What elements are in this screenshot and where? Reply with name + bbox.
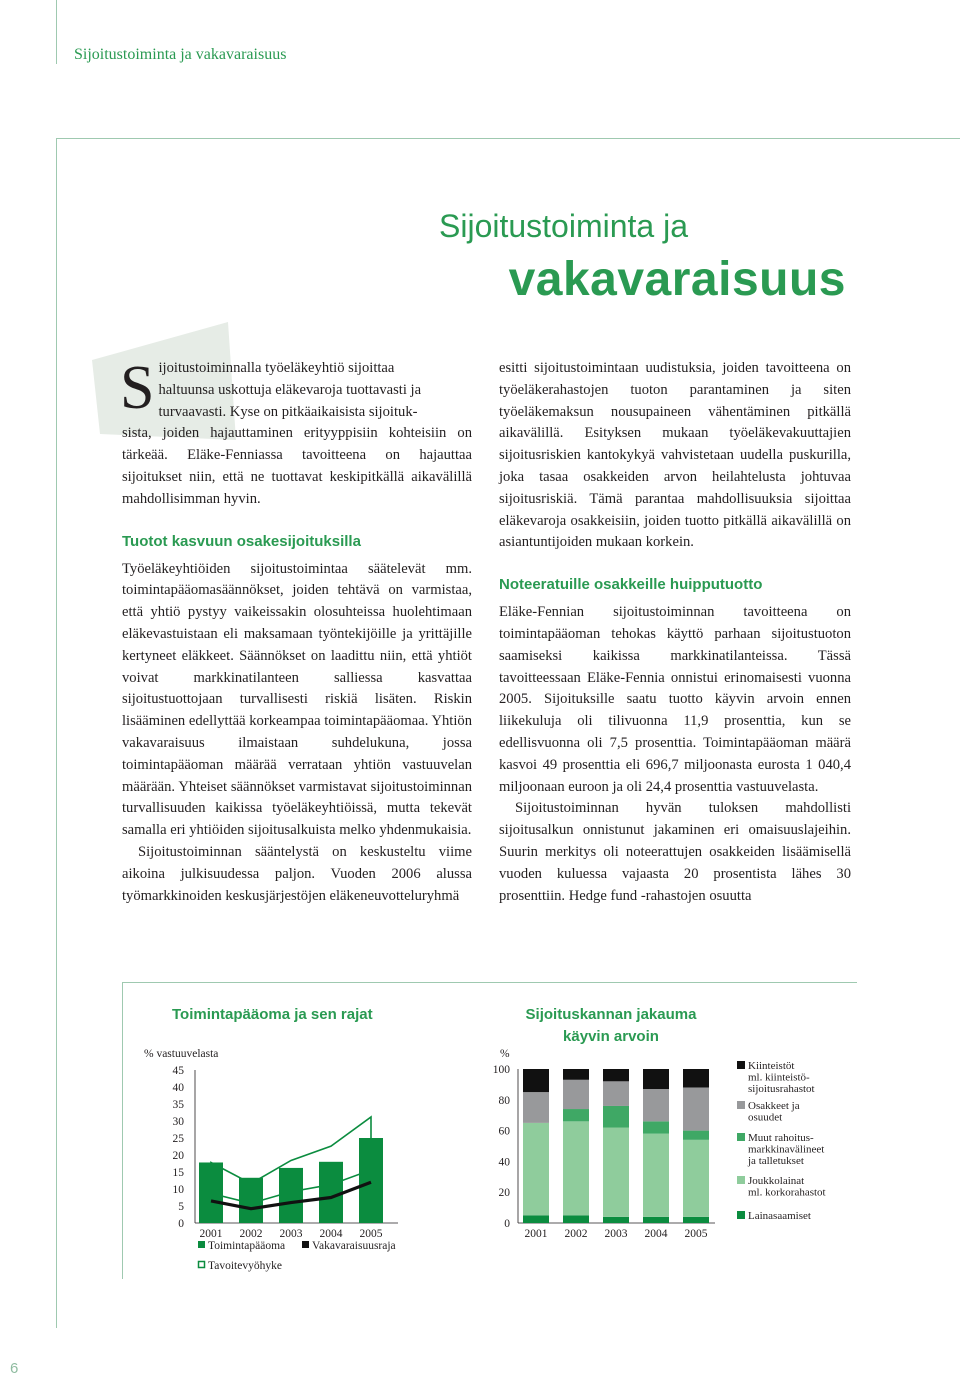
chart2-ytick-label: 20 xyxy=(498,1187,510,1200)
capital-bar xyxy=(319,1162,343,1223)
legend-label-capital: Toimintapääoma xyxy=(208,1240,286,1252)
chart1-xtick-label: 2001 xyxy=(199,1228,223,1240)
allocation-segment xyxy=(563,1109,589,1121)
left-column xyxy=(120,354,472,907)
intro-line-1: ijoitustoiminnalla työeläkeyhtiö sijoittaa xyxy=(158,360,395,376)
chart2-xtick-label: 2001 xyxy=(524,1228,548,1240)
chart2-xtick-label: 2003 xyxy=(604,1228,628,1240)
allocation-segment xyxy=(683,1069,709,1087)
chart1-ylabel: % vastuuvelasta xyxy=(144,1048,219,1060)
body-paragraph: esitti sijoitustoimintaan uudistuksia, joiden tavoitteena on työeläkerahastojen tuoton parantaminen ja siten työeläkemaksun nousupaineen vähentäminen pitkällä aikavälillä. Esityksen mukaan työeläkevakuuttajien sijoitusriskien kantokykyä vahvistetaan uudella puskurilla, joka tasaa osakkeiden arvon heilahtelusta johtuvaa sijoitusriskiä. Tämä parantaa mahdollisuuksia sijoittaa eläkevaroja osakkeisiin, joiden tuotto pitkällä aikavälillä on asiantuntijoiden mukaan korkein. xyxy=(499,360,851,551)
page-number: 6 xyxy=(10,1360,19,1377)
intro-paragraph: sista, joiden hajauttaminen erityyppisiin kohteisiin on tärkeää. Eläke-Fenniassa tavoitteena on hajauttaa sijoitukset niin, että ne tuottavat keskipitkällä aikavälillä mahdollisimman hyvin. xyxy=(122,425,472,507)
chart2-legend-swatch xyxy=(737,1101,745,1109)
chart2-title-line1: Sijoituskannan jakauma xyxy=(525,1006,697,1023)
allocation-segment xyxy=(683,1140,709,1217)
allocation-segment xyxy=(603,1081,629,1106)
allocation-segment xyxy=(643,1217,669,1223)
chart2-xtick-label: 2002 xyxy=(564,1228,588,1240)
chart1-ytick-label: 5 xyxy=(178,1201,184,1213)
chart2-xtick-label: 2004 xyxy=(644,1228,668,1240)
chart1-ytick-label: 30 xyxy=(172,1116,184,1128)
allocation-segment xyxy=(603,1217,629,1223)
chart1-xtick-label: 2002 xyxy=(239,1228,263,1240)
chart1-xtick-label: 2003 xyxy=(279,1228,303,1240)
capital-bar xyxy=(239,1178,263,1223)
chart2-ytick-label: 40 xyxy=(498,1156,510,1169)
legend-label-limit: Vakavaraisuusraja xyxy=(312,1240,396,1252)
chart2-legend-label: osuudet xyxy=(748,1111,783,1124)
subheading-right: Noteeratuille osakkeille huipputuotto xyxy=(499,576,763,594)
capital-bar xyxy=(359,1138,383,1223)
page-title-line2: vakavaraisuus xyxy=(508,253,846,306)
chart2-legend-label: Osakkeet ja xyxy=(748,1100,800,1112)
legend-label-target: Tavoitevyöhyke xyxy=(208,1260,282,1272)
chart2-legend-label: ml. korkorahastot xyxy=(748,1186,826,1199)
allocation-segment xyxy=(683,1217,709,1223)
chart1-ytick-label: 45 xyxy=(172,1065,184,1077)
allocation-segment xyxy=(643,1134,669,1217)
chart2-ytick-label: 0 xyxy=(504,1218,510,1230)
chart2-ytick-label: 100 xyxy=(492,1064,510,1076)
allocation-segment xyxy=(603,1106,629,1128)
allocation-segment xyxy=(523,1069,549,1092)
chart1-title: Toimintapääoma ja sen rajat xyxy=(172,1006,373,1023)
chart2-legend-label: Kiinteistöt xyxy=(748,1060,795,1072)
drop-cap: S xyxy=(120,354,155,422)
chart2-legend-swatch xyxy=(737,1133,745,1141)
body-paragraph: Sijoitustoiminnan sääntelystä on keskusteltu viime aikoina julkisuudessa paljon. Vuoden 2006 alussa työmarkkinoiden keskusjärjestöjen eläkeneuvotteluryhmä xyxy=(122,843,472,904)
legend-swatch-target xyxy=(199,1262,205,1268)
chart1-ytick-label: 10 xyxy=(172,1184,184,1196)
chart2-legend-label: Joukkolainat xyxy=(748,1175,805,1187)
legend-swatch-limit xyxy=(302,1241,309,1248)
body-paragraph: Työeläkeyhtiöiden sijoitustoimintaa säätelevät mm. toimintapääomasäännökset, joiden tehtävä on varmistaa, että yhtiö pystyy vaikeissakin olosuhteissa huolehtimaan eläkevastuistaan eli maksamaan työntekijöille ja yrittäjille kertyneet eläkkeet. Säännökset on laadittu niin, että yhtiöt voivat markkinatilanteen salliessa kasvattaa sijoitustuottojaan turvallisesti riskiä lisäten. Riskin lisääminen edellyttää korkeampaa toimintapääomaa. Yhtiön vakavaraisuus ilmaistaan suhdelukuna, jossa toimintapääoman määrää verrataan yhtiön vastuuvelan määrään. Yhteiset säännökset varmistavat sijoitustoiminnan turvallisuuden kaikissa työeläkeyhtiöissä, mutta tekevät samalla eri yhtiöiden sijoitusalkuista melko yhdenmukaisia. xyxy=(122,560,472,839)
allocation-segment xyxy=(643,1089,669,1121)
allocation-segment xyxy=(523,1092,549,1123)
body-paragraph: Sijoitustoiminnan hyvän tuloksen mahdollisti sijoitusalkun onnistunut jakaminen eri omaisuuslajeihin. Suurin merkitys oli noteerattujen osakkeiden lisäämisellä vuoden kuluessa vajaasta 20 prosentista lähes 30 prosenttiin. Hedge fund -rahastojen osuutta xyxy=(499,800,851,904)
chart-capital xyxy=(140,995,480,1280)
chart1-ytick-label: 20 xyxy=(172,1150,184,1162)
allocation-segment xyxy=(683,1087,709,1130)
page-title-line1: Sijoitustoiminta ja xyxy=(439,208,688,244)
chart2-legend-label: ml. kiinteistö- xyxy=(748,1071,810,1084)
chart1-ytick-label: 35 xyxy=(172,1099,184,1111)
chart2-ylabel: % xyxy=(500,1048,510,1060)
chart2-title-line2: käyvin arvoin xyxy=(563,1028,659,1045)
chart2-legend-label: sijoitusrahastot xyxy=(748,1083,815,1095)
allocation-segment xyxy=(683,1131,709,1140)
chart2-xtick-label: 2005 xyxy=(684,1228,708,1240)
chart2-ytick-label: 80 xyxy=(498,1094,510,1107)
capital-bar xyxy=(199,1162,223,1223)
allocation-segment xyxy=(563,1080,589,1109)
allocation-segment xyxy=(603,1128,629,1217)
chart1-ytick-label: 0 xyxy=(178,1218,184,1230)
body-paragraph: Eläke-Fennian sijoitustoiminnan tavoitteena on toimintapääoman tehokas käyttö parhaan sijoitustuoton saamiseksi kaikissa markkinatilanteissa. Tässä tavoitteessaan Eläke-Fennia onnistui erinomaisesti vuonna 2005. Sijoituksille saatu tuotto käyvin arvoin ennen liikekuluja oli tilivuonna 11,9 prosenttia, kun se edellisvuonna oli 7,5 prosenttia. Toimintapääoman määrä kasvoi 49 prosenttia eli 696,7 miljoonasta eurosta 1 040,4 miljoonaan euroon ja oli 24,4 prosenttia vastuuvelasta. xyxy=(499,604,851,795)
allocation-segment xyxy=(603,1069,629,1081)
chart1-xtick-label: 2005 xyxy=(359,1228,383,1240)
chart1-ytick-label: 15 xyxy=(172,1167,184,1179)
allocation-segment xyxy=(643,1069,669,1089)
allocation-segment xyxy=(523,1215,549,1223)
allocation-segment xyxy=(643,1121,669,1133)
chart2-legend-label: Muut rahoitus- xyxy=(748,1132,814,1144)
chart2-legend-label: Lainasaamiset xyxy=(748,1210,811,1222)
intro-line-2: haltuunsa uskottuja eläkevaroja tuottavasti ja xyxy=(158,381,422,398)
allocation-segment xyxy=(563,1121,589,1215)
capital-bar xyxy=(279,1168,303,1223)
chart1-ytick-label: 25 xyxy=(172,1133,184,1145)
allocation-segment xyxy=(563,1215,589,1223)
top-rule xyxy=(56,0,57,64)
chart-allocation xyxy=(480,995,850,1280)
subheading-left: Tuotot kasvuun osakesijoituksilla xyxy=(122,532,361,550)
chart2-ytick-label: 60 xyxy=(498,1125,510,1138)
chart2-legend-swatch xyxy=(737,1176,745,1184)
frame-rule-left xyxy=(56,138,57,1328)
running-head: Sijoitustoiminta ja vakavaraisuus xyxy=(74,46,287,63)
right-column xyxy=(499,358,851,907)
legend-swatch-capital xyxy=(198,1241,205,1248)
chart2-legend-label: markkinavälineet xyxy=(748,1143,825,1156)
chart1-ytick-label: 40 xyxy=(172,1082,184,1094)
chart2-legend-label: ja talletukset xyxy=(748,1155,804,1167)
frame-rule-top xyxy=(56,138,960,139)
chart2-legend-swatch xyxy=(737,1061,745,1069)
allocation-segment xyxy=(523,1123,549,1215)
allocation-segment xyxy=(563,1069,589,1080)
chart2-legend-swatch xyxy=(737,1211,745,1219)
intro-line-3: turvaavasti. Kyse on pitkäaikaisista sijoituk- xyxy=(158,403,418,420)
chart1-xtick-label: 2004 xyxy=(319,1228,343,1240)
